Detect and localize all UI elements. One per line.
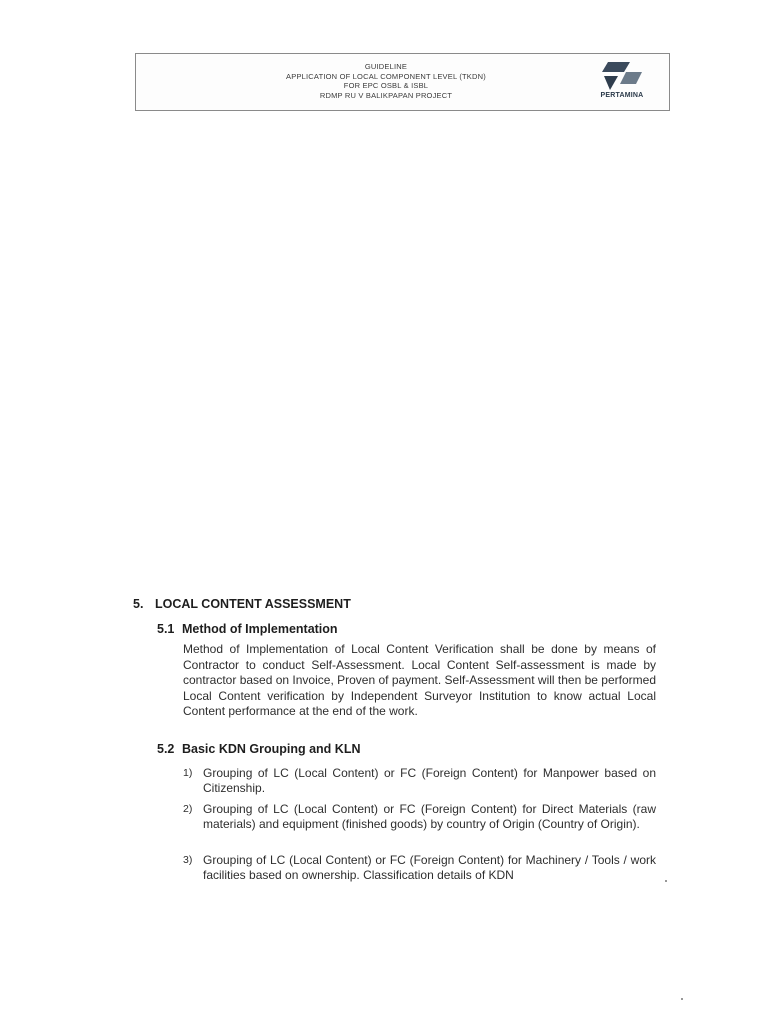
subsection-number: 5.2 (157, 742, 175, 756)
section-number: 5. (133, 597, 144, 611)
pertamina-logo-icon (600, 60, 644, 92)
subsection-title-text: Basic KDN Grouping and KLN (182, 742, 361, 756)
header-title-block (236, 62, 536, 100)
logo-text: PERTAMINA (600, 92, 644, 99)
header-line-application: APPLICATION OF LOCAL COMPONENT LEVEL (TKDN) (286, 71, 486, 81)
section-title-text: LOCAL CONTENT ASSESSMENT (155, 597, 351, 611)
list-item-text: Grouping of LC (Local Content) or FC (Foreign Content) for Machinery / Tools / work facilities based on ownership. Classification details of KDN (203, 853, 656, 882)
header-line-project: RDMP RU V BALIKPAPAN PROJECT (319, 90, 453, 100)
subsection-title-text: Method of Implementation (182, 622, 338, 636)
list-marker: 3) (183, 854, 193, 866)
subsection-5-1-title (157, 622, 338, 636)
section-5-title (133, 597, 351, 611)
subsection-number: 5.1 (157, 622, 175, 636)
list-item-text: Grouping of LC (Local Content) or FC (Foreign Content) for Manpower based on Citizenship. (203, 766, 656, 795)
document-header (135, 53, 670, 111)
scan-speck (681, 998, 683, 1000)
header-line-guideline: GUIDELINE (364, 62, 408, 71)
pertamina-logo (592, 60, 652, 106)
subsection-5-2-title (157, 742, 360, 756)
header-line-scope: FOR EPC OSBL & ISBL (343, 81, 429, 90)
scan-speck (665, 880, 667, 882)
list-item-text: Grouping of LC (Local Content) or FC (Foreign Content) for Direct Materials (raw materials) and equipment (finished goods) by country of Origin (Country of Origin). (203, 802, 656, 831)
list-marker: 1) (183, 767, 193, 779)
method-paragraph: Method of Implementation of Local Content Verification shall be done by means of Contractor to conduct Self-Assessment. Local Content Self-assessment is made by contractor based on Invoice, Proven of payment. Self-Assessment will then be performed Local Content verification by Independent Surveyor Institution to know actual Local Content performance at the end of the work. (183, 642, 656, 719)
list-marker: 2) (183, 803, 193, 815)
